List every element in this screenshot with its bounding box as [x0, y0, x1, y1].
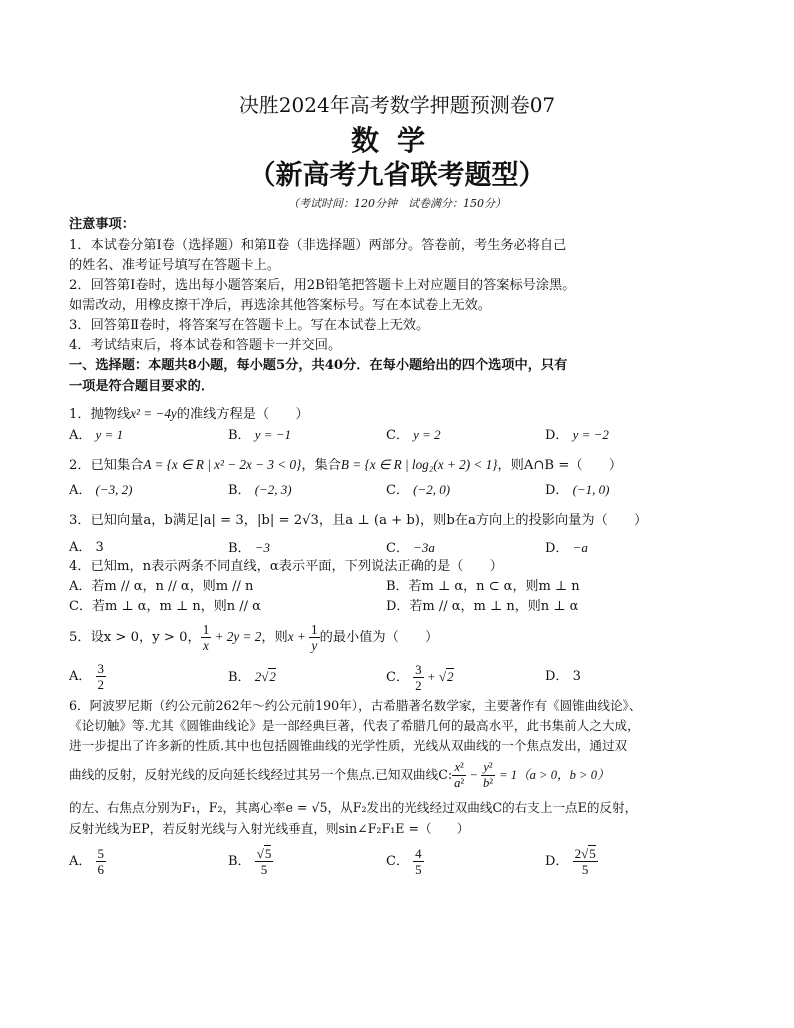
- q6-option-c: C． $\frac{4}{5}$: [386, 846, 422, 877]
- q1-suffix: 的准线方程是（ ）: [176, 407, 309, 422]
- section-1-line1: 一、选择题：本题共8小题，每小题5分，共40分．在每小题给出的四个选项中，只有: [69, 358, 568, 373]
- question-1: [69, 405, 309, 424]
- q6-option-a: A． $\frac{5}{6}$: [69, 846, 105, 877]
- question-4: 4．已知m，n表示两条不同直线，α表示平面，下列说法正确的是（ ）: [69, 559, 503, 574]
- q1-option-c: C． y = 2: [386, 427, 441, 443]
- exam-title: 决胜2024年高考数学押题预测卷07: [238, 93, 556, 117]
- note-4: 4．考试结束后，将本试卷和答题卡一并交回。: [69, 338, 342, 353]
- q4-option-d: D．若m // α，m ⊥ n，则n ⊥ α: [386, 599, 579, 614]
- q5-frac-1-over-y: $\frac{1}{y}$: [311, 622, 318, 653]
- q3-option-b: B． −3: [228, 540, 270, 556]
- section-1-line2: 一项是符合题目要求的．: [69, 379, 215, 394]
- question-6-line2: 《论切触》等.尤其《圆锥曲线论》是一部经典巨著，代表了希腊几何的最高水平，此书集前人之大成，: [69, 718, 640, 733]
- question-6-line1: 6．阿波罗尼斯（约公元前262年～约公元前190年），古希腊著名数学家，主要著作有《圆锥曲线论》、: [69, 698, 642, 713]
- q6-option-d: D． $\frac{2√5}{5}$: [545, 846, 596, 877]
- q6-frac-x2-a2: $\frac{\text{x²}}{\text{a²}}$: [454, 760, 465, 790]
- q6-option-b: B． $\frac{√5}{5}$: [228, 846, 272, 877]
- question-5: 5．设x > 0，y > 0， $\frac{1}{x}$ + 2y = 2，则x + $\frac{1}{y}$ 的最小值为（ ）: [69, 622, 439, 653]
- q5-option-c: C． $\frac{3}{2}$ + √2: [386, 662, 454, 693]
- q5-option-d: D． 3: [545, 669, 581, 684]
- notes-heading: 注意事项：: [69, 217, 135, 232]
- q3-option-d: D． −a: [545, 540, 588, 556]
- q5-frac-1-over-x: $\frac{1}{x}$: [202, 622, 210, 653]
- q1-option-b: B． y = −1: [228, 427, 292, 443]
- q6-frac-y2-b2: $\frac{\text{y²}}{\text{b²}}$: [482, 760, 494, 790]
- q2-option-c: C． (−2, 0): [386, 482, 451, 498]
- exam-info: （考试时间：120分钟 试卷满分：150分）: [288, 197, 506, 210]
- q3-option-c: C． −3a: [386, 540, 435, 556]
- q2-set-b: B = {x ∈ R | log₂(x + 2) < 1}: [340, 457, 498, 472]
- question-3: 3．已知向量a，b满足|a| = 3，|b| = 2√3，且a ⊥ (a + b)，则b在a方向上的投影向量为（ ）: [69, 513, 648, 528]
- q3-option-a: A． 3: [69, 540, 104, 555]
- q2-set-a: A = {x ∈ R | x² − 2x − 3 < 0}: [143, 457, 302, 472]
- question-2: 2．已知集合A = {x ∈ R | x² − 2x − 3 < 0}，集合B = {x ∈ R | log₂(x + 2) < 1}，则A∩B =（ ）: [69, 457, 623, 473]
- q4-option-a: A．若m // α，n // α，则m // n: [69, 579, 254, 594]
- subject-title: 数学: [350, 124, 443, 157]
- q1-option-d: D． y = −2: [545, 427, 609, 443]
- q2-option-b: B． (−2, 3): [228, 482, 292, 498]
- question-6-line6: 反射光线为EP，若反射光线与入射光线垂直，则sin∠F₂F₁E =（ ）: [69, 821, 470, 836]
- question-6-line4: 曲线的反射，反射光线的反向延长线经过其另一个焦点.已知双曲线C: $\frac{\text{x²}}{\text{a²}}$ − $\frac{\text{y²}}{\text{b²}}$ = 1（a > 0，b > 0）: [69, 760, 610, 790]
- note-2b: 如需改动，用橡皮擦干净后，再选涂其他答案标号。写在本试卷上无效。: [69, 298, 491, 313]
- note-2a: 2．回答第Ⅰ卷时，选出每小题答案后，用2B铅笔把答题卡上对应题目的答案标号涂黑。: [69, 278, 576, 293]
- q1-equation: x² = −4y: [130, 406, 177, 421]
- q2-option-a: A． (−3, 2): [69, 482, 133, 498]
- q1-option-a: A． y = 1: [69, 427, 124, 443]
- exam-type: （新高考九省联考题型）: [248, 160, 546, 191]
- q1-prefix: 1．抛物线: [69, 407, 131, 422]
- q5-option-b: B． 2√2: [228, 669, 276, 685]
- note-1a: 1．本试卷分第Ⅰ卷（选择题）和第Ⅱ卷（非选择题）两部分。答卷前，考生务必将自己: [69, 238, 567, 253]
- q5-option-a: A． $\frac{3}{2}$: [69, 661, 105, 692]
- q4-option-b: B．若m ⊥ α，n ⊂ α，则m ⊥ n: [386, 579, 580, 594]
- question-6-line5: 的左、右焦点分别为F₁，F₂，其离心率e = √5，从F₂发出的光线经过双曲线C的右支上一点E的反射，: [69, 800, 638, 815]
- note-3: 3．回答第Ⅱ卷时，将答案写在答题卡上。写在本试卷上无效。: [69, 318, 430, 333]
- note-1b: 的姓名、准考证号填写在答题卡上。: [69, 258, 280, 273]
- q4-option-c: C．若m ⊥ α，m ⊥ n，则n // α: [69, 599, 261, 614]
- q2-option-d: D． (−1, 0): [545, 482, 610, 498]
- question-6-line3: 进一步提出了许多新的性质.其中也包括圆锥曲线的光学性质，光线从双曲线的一个焦点发出，通过双: [69, 738, 628, 753]
